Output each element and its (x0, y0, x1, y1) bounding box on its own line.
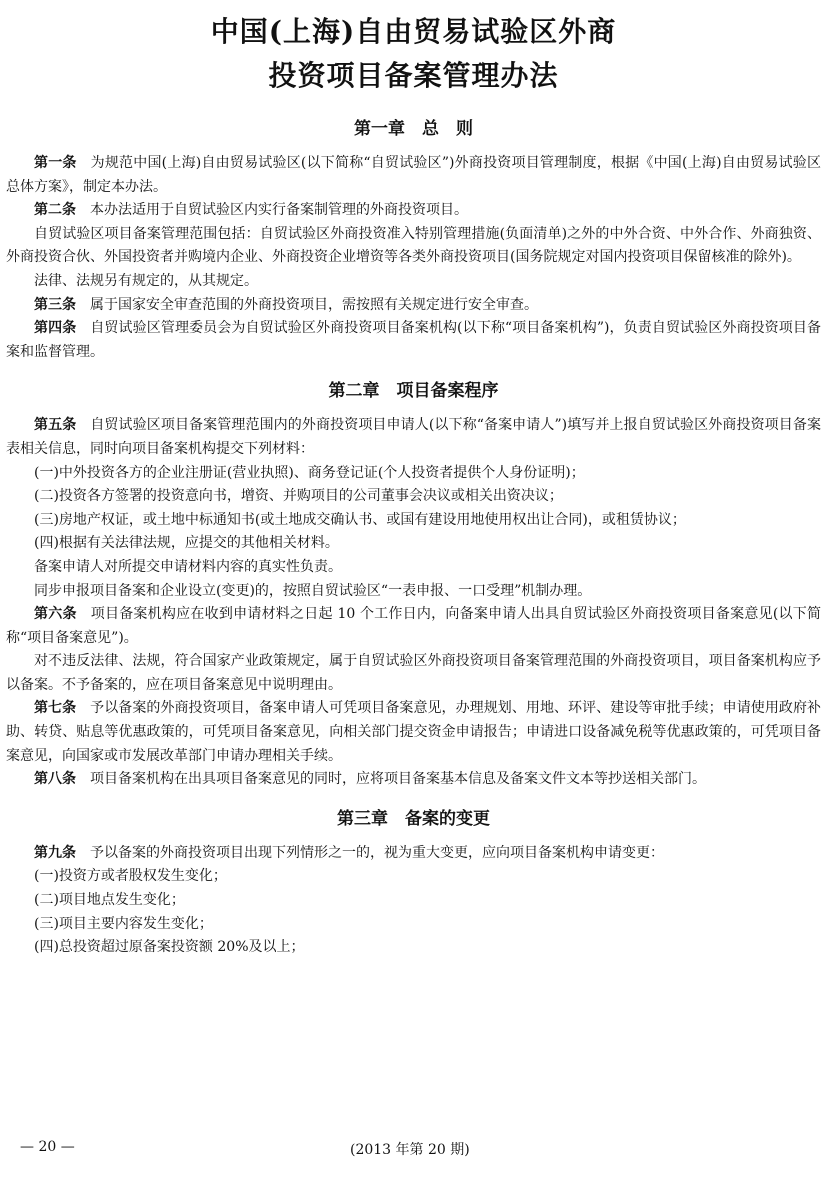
paragraph: 自贸试验区项目备案管理范围包括：自贸试验区外商投资准入特别管理措施(负面清单)之外的中外合资、中外合作、外商独资、外商投资合伙、外国投资者并购境内企业、外商投资企业增资等各类外商投资项目(国务院规定对国内投资项目保留核准的除外)。 (6, 225, 821, 266)
issue-label: (2013 年第 20 期) (350, 1142, 470, 1158)
article-label: 第六条 (34, 606, 77, 623)
article-label: 第一条 (34, 155, 77, 171)
article-label: 第二条 (34, 202, 76, 219)
paragraph: 备案申请人对所提交申请材料内容的真实性负责。 (34, 558, 342, 575)
list-item: (二)项目地点发生变化； (34, 892, 185, 909)
article-label: 第九条 (34, 844, 76, 861)
list-item: (三)房地产权证，或土地中标通知书(或土地成交确认书、或国有建设用地使用权出让合同)，或租赁协议； (34, 511, 686, 528)
article-2: 第二条 本办法适用于自贸试验区内实行备案制管理的外商投资项目。 (34, 202, 468, 219)
list-item: (三)项目主要内容发生变化； (34, 915, 213, 932)
article-7: 第七条 予以备案的外商投资项目，备案申请人可凭项目备案意见，办理规划、用地、环评、建设等审批手续；申请使用政府补助、转贷、贴息等优惠政策的，可凭项目备案意见，向相关部门提交资金申请报告；申请进口设备减免税等优惠政策的，可凭项目备案意见，向国家或市发展改革部门申请办理相关手续。 (6, 700, 822, 764)
document-page (0, 10, 827, 1180)
paragraph: 对不违反法律、法规，符合国家产业政策规定，属于自贸试验区外商投资项目备案管理范围的外商投资项目，项目备案机构应予以备案。不予备案的，应在项目备案意见中说明理由。 (6, 653, 821, 693)
article-label: 第四条 (34, 320, 77, 337)
article-6: 第六条 项目备案机构应在收到申请材料之日起 10 个工作日内，向备案申请人出具自贸试验区外商投资项目备案意见(以下简称“项目备案意见”)。 (6, 606, 821, 646)
chapter-2-heading: 第二章 项目备案程序 (328, 381, 499, 402)
article-5: 第五条 自贸试验区项目备案管理范围内的外商投资项目申请人(以下称“备案申请人”)填写并上报自贸试验区外商投资项目备案表相关信息，同时向项目备案机构提交下列材料： (6, 417, 821, 457)
page-number: — 20 — (20, 1139, 75, 1155)
article-label: 第八条 (34, 771, 76, 788)
article-8: 第八条 项目备案机构在出具项目备案意见的同时，应将项目备案基本信息及备案文件文本等抄送相关部门。 (34, 771, 706, 788)
title-line-2: 投资项目备案管理办法 (268, 59, 559, 92)
paragraph: 法律、法规另有规定的，从其规定。 (34, 272, 258, 289)
list-item: (一)投资方或者股权发生变化； (34, 868, 227, 885)
article-label: 第三条 (34, 296, 76, 313)
article-label: 第七条 (34, 700, 77, 717)
document-title (6, 10, 821, 98)
chapter-3-heading: 第三章 备案的变更 (337, 808, 490, 829)
article-label: 第五条 (34, 417, 77, 434)
list-item: (二)投资各方签署的投资意向书，增资、并购项目的公司董事会决议或相关出资决议； (34, 488, 563, 505)
article-3: 第三条 属于国家安全审查范围的外商投资项目，需按照有关规定进行安全审查。 (34, 296, 538, 313)
article-4: 第四条 自贸试验区管理委员会为自贸试验区外商投资项目备案机构(以下称“项目备案机构”)，负责自贸试验区外商投资项目备案和监督管理。 (6, 320, 821, 360)
article-1: 第一条 为规范中国(上海)自由贸易试验区(以下简称“自贸试验区”)外商投资项目管理制度，根据《中国(上海)自由贸易试验区总体方案》，制定本办法。 (6, 155, 822, 195)
paragraph: 同步申报项目备案和企业设立(变更)的，按照自贸试验区“一表申报、一口受理”机制办理。 (34, 582, 592, 599)
list-item: (四)根据有关法律法规，应提交的其他相关材料。 (34, 535, 339, 552)
list-item: (四)总投资超过原备案投资额 20%及以上； (34, 939, 305, 956)
title-line-1: 中国(上海)自由贸易试验区外商 (210, 15, 617, 48)
article-9: 第九条 予以备案的外商投资项目出现下列情形之一的，视为重大变更，应向项目备案机构申请变更： (34, 844, 664, 861)
list-item: (一)中外投资各方的企业注册证(营业执照)、商务登记证(个人投资者提供个人身份证明)； (34, 464, 585, 481)
chapter-1-heading: 第一章 总 则 (354, 119, 473, 139)
